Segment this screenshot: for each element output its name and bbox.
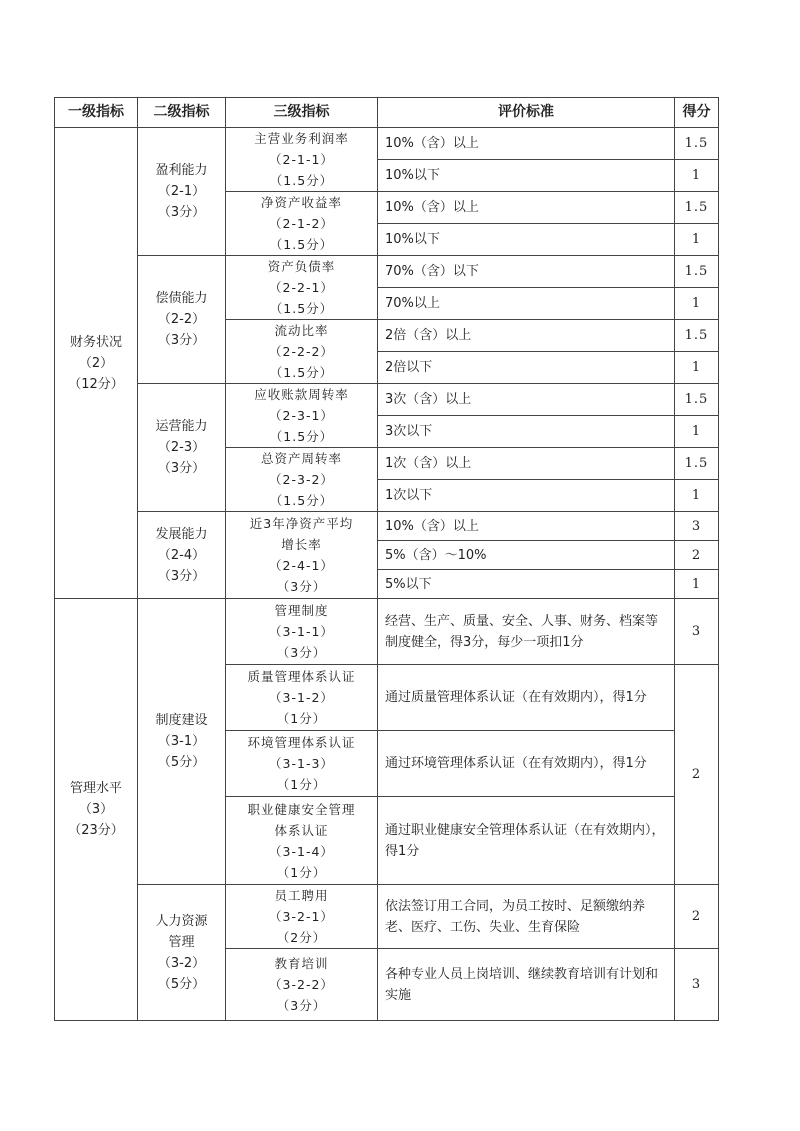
score-cell: 2 bbox=[675, 665, 719, 885]
score-cell: 2 bbox=[675, 885, 719, 949]
criteria-cell: 依法签订用工合同，为员工按时、足额缴纳养老、医疗、工伤、失业、生育保险 bbox=[378, 885, 675, 949]
level3-asset-turnover: 总资产周转率 （2-3-2） （1.5分） bbox=[226, 448, 378, 512]
criteria-cell: 通过环境管理体系认证（在有效期内），得1分 bbox=[378, 731, 675, 797]
criteria-cell: 1次（含）以上 bbox=[378, 448, 675, 480]
level3-mgmt-system: 管理制度 （3-1-1） （3分） bbox=[226, 599, 378, 665]
criteria-cell: 5%（含）～10% bbox=[378, 541, 675, 570]
criteria-cell: 70%（含）以下 bbox=[378, 256, 675, 288]
criteria-cell: 2倍（含）以上 bbox=[378, 320, 675, 352]
level3-debt-ratio: 资产负债率 （2-2-1） （1.5分） bbox=[226, 256, 378, 320]
score-cell: 1.5 bbox=[675, 128, 719, 160]
criteria-cell: 通过职业健康安全管理体系认证（在有效期内），得1分 bbox=[378, 797, 675, 885]
score-cell: 1 bbox=[675, 352, 719, 384]
header-level3: 三级指标 bbox=[226, 98, 378, 128]
header-level1: 一级指标 bbox=[55, 98, 138, 128]
criteria-cell: 10%（含）以上 bbox=[378, 192, 675, 224]
criteria-cell: 10%以下 bbox=[378, 224, 675, 256]
score-cell: 3 bbox=[675, 949, 719, 1021]
score-cell: 1 bbox=[675, 416, 719, 448]
score-cell: 1 bbox=[675, 288, 719, 320]
level3-quality-cert: 质量管理体系认证 （3-1-2） （1分） bbox=[226, 665, 378, 731]
criteria-cell: 10%以下 bbox=[378, 160, 675, 192]
criteria-cell: 10%（含）以上 bbox=[378, 512, 675, 541]
score-cell: 1 bbox=[675, 480, 719, 512]
level3-roe: 净资产收益率 （2-1-2） （1.5分） bbox=[226, 192, 378, 256]
score-cell: 1 bbox=[675, 224, 719, 256]
criteria-cell: 5%以下 bbox=[378, 570, 675, 599]
score-cell: 1.5 bbox=[675, 256, 719, 288]
level2-operations: 运营能力 （2-3） （3分） bbox=[138, 384, 226, 512]
level3-net-asset-growth: 近3年净资产平均 增长率 （2-4-1） （3分） bbox=[226, 512, 378, 599]
score-cell: 1.5 bbox=[675, 448, 719, 480]
level2-system: 制度建设 （3-1） （5分） bbox=[138, 599, 226, 885]
score-cell: 1.5 bbox=[675, 320, 719, 352]
header-score: 得分 bbox=[675, 98, 719, 128]
score-cell: 1.5 bbox=[675, 384, 719, 416]
evaluation-table bbox=[54, 97, 719, 1021]
criteria-cell: 1次以下 bbox=[378, 480, 675, 512]
level2-profit: 盈利能力 （2-1） （3分） bbox=[138, 128, 226, 256]
score-cell: 3 bbox=[675, 512, 719, 541]
level3-receivable-turnover: 应收账款周转率 （2-3-1） （1.5分） bbox=[226, 384, 378, 448]
level3-employment: 员工聘用 （3-2-1） （2分） bbox=[226, 885, 378, 949]
criteria-cell: 70%以上 bbox=[378, 288, 675, 320]
level1-financial: 财务状况 （2） （12分） bbox=[55, 128, 138, 599]
score-cell: 1 bbox=[675, 570, 719, 599]
score-cell: 3 bbox=[675, 599, 719, 665]
criteria-cell: 经营、生产、质量、安全、人事、财务、档案等制度健全，得3分，每少一项扣1分 bbox=[378, 599, 675, 665]
level1-management: 管理水平 （3） （23分） bbox=[55, 599, 138, 1021]
level3-ohs-cert: 职业健康安全管理 体系认证 （3-1-4） （1分） bbox=[226, 797, 378, 885]
criteria-cell: 10%（含）以上 bbox=[378, 128, 675, 160]
level3-current-ratio: 流动比率 （2-2-2） （1.5分） bbox=[226, 320, 378, 384]
level3-environment-cert: 环境管理体系认证 （3-1-3） （1分） bbox=[226, 731, 378, 797]
level2-growth: 发展能力 （2-4） （3分） bbox=[138, 512, 226, 599]
criteria-cell: 3次（含）以上 bbox=[378, 384, 675, 416]
level2-debt: 偿债能力 （2-2） （3分） bbox=[138, 256, 226, 384]
level3-training: 教育培训 （3-2-2） （3分） bbox=[226, 949, 378, 1021]
header-criteria: 评价标准 bbox=[378, 98, 675, 128]
score-cell: 1 bbox=[675, 160, 719, 192]
criteria-cell: 通过质量管理体系认证（在有效期内），得1分 bbox=[378, 665, 675, 731]
criteria-cell: 各种专业人员上岗培训、继续教育培训有计划和实施 bbox=[378, 949, 675, 1021]
level3-main-profit: 主营业务利润率 （2-1-1） （1.5分） bbox=[226, 128, 378, 192]
header-level2: 二级指标 bbox=[138, 98, 226, 128]
score-cell: 1.5 bbox=[675, 192, 719, 224]
level2-hr: 人力资源 管理 （3-2） （5分） bbox=[138, 885, 226, 1021]
score-cell: 2 bbox=[675, 541, 719, 570]
criteria-cell: 3次以下 bbox=[378, 416, 675, 448]
header-row bbox=[55, 98, 719, 128]
criteria-cell: 2倍以下 bbox=[378, 352, 675, 384]
